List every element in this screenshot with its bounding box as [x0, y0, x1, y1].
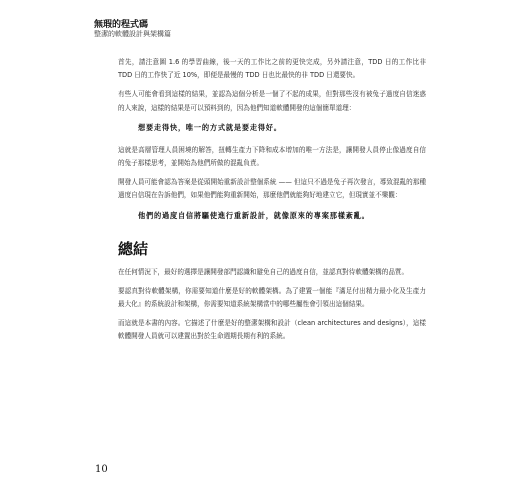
paragraph-4: 開發人員可能會認為答案是從頭開始重新設計整個系統 —— 但這只不過是兔子再次發言，導致混亂的那種過度自信現在告訴他們，如果他們能夠重新開始，那麼他們就能夠好地建立它，但現實並不樂觀： — [118, 178, 426, 200]
summary-paragraph-2: 要認真對待軟體架構，你需要知道什麼是好的軟體架構。為了建置一個能『滿足付出精力最小化及生產力最大化』的系統設計和架構，你需要知道系統架構當中的哪些屬性會引領出這個結果。 — [118, 286, 426, 309]
paragraph-1: 首先，請注意圖 1.6 的學習曲線，後一天的工作比之前的更快完成，另外請注意，TDD 日的工作比非 TDD 日的工作快了近 10%，即便是最慢的 TDD 日也比最快的非 TDD 日還要快。 — [118, 58, 426, 80]
summary-paragraph-3: 而這就是本書的內容。它描述了什麼是好的整潔架構和設計（clean architectures and designs），這樣軟體開發人員就可以建置出對於生命週期長期有利的系統。 — [118, 319, 426, 341]
page-number: 10 — [95, 464, 108, 475]
running-header — [94, 20, 171, 39]
book-subtitle: 整潔的軟體設計與架構篇 — [94, 30, 171, 38]
summary-paragraph-1: 在任何情況下，最好的選擇是讓開發部門認識和避免自己的過度自信，並認真對待軟體架構的品質。 — [118, 267, 409, 276]
quote-1: 想要走得快，唯一的方式就是要走得好。 — [138, 122, 282, 132]
quote-2: 他們的過度自信將驅使進行重新設計，就像原來的專案那樣紊亂。 — [138, 210, 370, 220]
section-heading: 總結 — [118, 239, 149, 258]
page-content — [118, 56, 426, 350]
paragraph-3: 這就是高層管理人員困境的解答，扭轉生產力下降和成本增加的唯一方法是，讓開發人員停止像過度自信的兔子那樣思考，並開始為他們所做的混亂負責。 — [118, 145, 426, 168]
book-title: 無瑕的程式碼 — [94, 20, 149, 30]
paragraph-2: 有些人可能會看到這樣的結果，並認為這個分析是一個了不起的成果，但對那些沒有被兔子過度自信迷惑的人來說，這樣的結果是可以預料到的，因為他們知道軟體開發的這個簡單道理： — [118, 90, 426, 112]
